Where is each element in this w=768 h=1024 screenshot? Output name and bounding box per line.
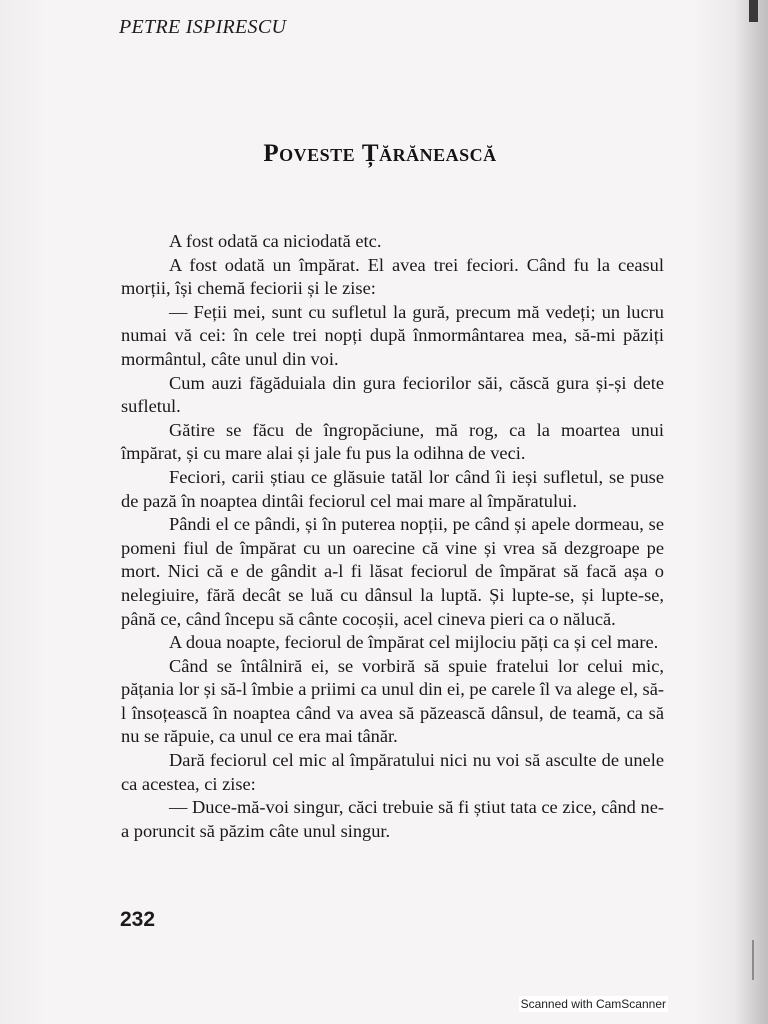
paragraph: Cum auzi făgăduiala din gura feciorilor săi, căscă gura și-și dete sufletul. (121, 372, 664, 417)
story-title (0, 140, 768, 168)
paragraph: Gătire se făcu de îngropăciune, mă rog, ca la moartea unui împărat, și cu mare alai și jale fu pus la odihna de veci. (121, 419, 664, 464)
story-body (121, 230, 664, 843)
paragraph: — Feții mei, sunt cu sufletul la gură, precum mă vedeți; un lucru numai vă cei: în cele trei nopți după înmormântarea mea, să-mi păziți mormântul, câte unul din voi. (121, 301, 664, 369)
scanner-watermark: Scanned with CamScanner (520, 997, 666, 1011)
paragraph: Feciori, carii știau ce glăsuie tatăl lor când îi ieși sufletul, se puse de pază în noaptea dintâi feciorul cel mai mare al împăratului. (121, 466, 664, 511)
page-number: 232 (120, 908, 156, 931)
paragraph: A fost odată un împărat. El avea trei feciori. Când fu la ceasul morții, își chemă feciorii și le zise: (121, 254, 664, 299)
paragraph: Pândi el ce pândi, și în puterea nopții, pe când și apele dormeau, se pomeni fiul de împărat cu un oarecine că vine și vrea să dezgroape pe mort. Nici că e de gândit a-l fi lăsat feciorul de împărat să facă așa o nelegiuire, fără decât se luă cu dânsul la luptă. Și lupte-se, și lupte-se, până ce, când începu să cânte cocoșii, acel cineva pieri ca o nălucă. (121, 514, 664, 629)
paragraph: A fost odată ca niciodată etc. (169, 231, 382, 251)
running-head: PETRE ISPIRESCU (119, 16, 287, 38)
page-edge-mark (749, 0, 758, 22)
page-edge-line (752, 940, 754, 980)
paragraph: A doua noapte, feciorul de împărat cel mijlociu păți ca și cel mare. (169, 632, 659, 653)
story-title-text: Poveste Țărănească (263, 140, 497, 167)
paragraph: Când se întâlniră ei, se vorbiră să spuie fratelui lor celui mic, pățania lor și să-l îmbie a priimi ca unul din ei, pe carele îl va alege el, să-l însoțească în noaptea când va avea să păzească dânsul, de teamă, ca să nu se răpuie, ca unul ce era mai tânăr. (121, 655, 664, 747)
paragraph: — Duce-mă-voi singur, căci trebuie să fi știut tata ce zice, când ne-a poruncit să păzim câte unul singur. (121, 797, 664, 841)
paragraph: Dară feciorul cel mic al împăratului nici nu voi să asculte de unele ca acestea, ci zise: (121, 750, 664, 794)
